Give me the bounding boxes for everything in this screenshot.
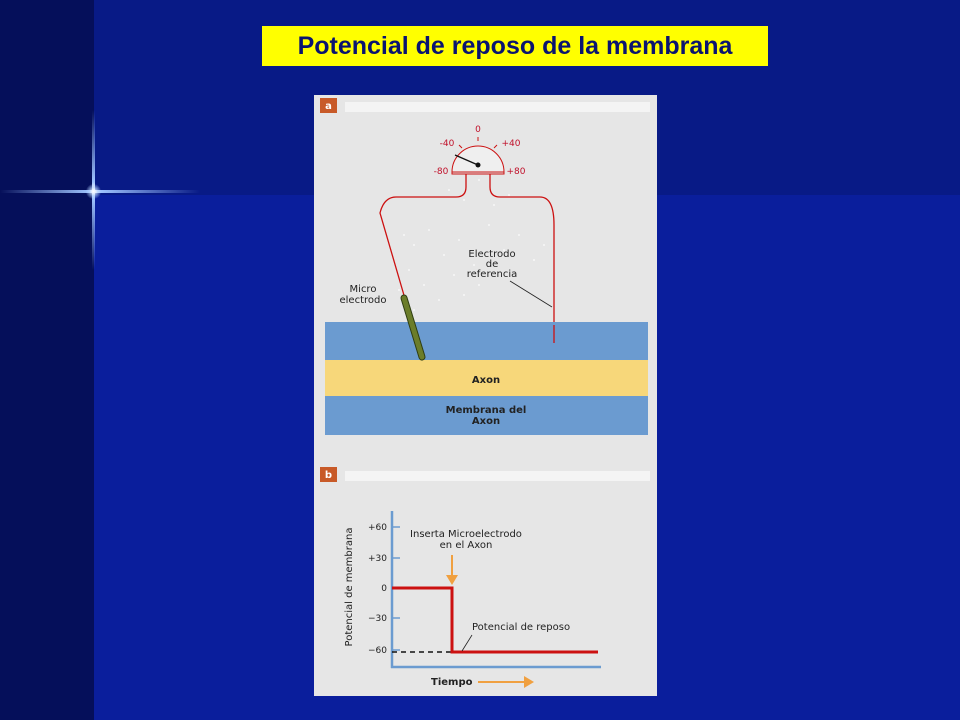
- micro-electrode-wire: [380, 174, 466, 309]
- panel-a-badge: a: [325, 101, 332, 112]
- axon-label: Axon: [471, 375, 501, 386]
- reference-label-line3: referencia: [466, 269, 518, 280]
- membrane-potential-trace: [392, 588, 598, 652]
- y-tick-plus60: +60: [368, 523, 387, 533]
- extracellular-fluid: [325, 322, 648, 360]
- x-axis-label: Tiempo: [431, 677, 473, 688]
- reference-label-line2: de: [485, 259, 499, 270]
- background-left-band: [0, 0, 94, 720]
- rest-annotation: Potencial de reposo: [472, 622, 571, 633]
- insert-annotation-line2: en el Axon: [439, 540, 493, 551]
- voltmeter-pivot: [476, 163, 481, 168]
- y-tick-plus30: +30: [368, 554, 387, 564]
- membrane-label-line2: Axon: [471, 416, 501, 427]
- y-tick-minus30: −30: [368, 614, 387, 624]
- time-arrow-head: [524, 676, 534, 688]
- dial-label-minus80: -80: [433, 167, 449, 177]
- insert-arrow-head: [446, 575, 458, 585]
- y-tick-minus60: −60: [368, 646, 387, 656]
- speckle-texture: [398, 179, 545, 311]
- membrane-label-line1: Membrana del: [445, 405, 527, 416]
- micro-label-line2: electrodo: [339, 295, 387, 306]
- panel-b: [320, 467, 650, 688]
- figure-svg: [314, 95, 657, 696]
- voltmeter: [434, 125, 526, 177]
- insert-annotation-line1: Inserta Microelectrodo: [410, 529, 522, 540]
- panel-a-header-bar: [345, 102, 650, 112]
- y-tick-zero: 0: [381, 584, 387, 594]
- dial-label-plus80: +80: [506, 167, 526, 177]
- figure-panel: [314, 95, 657, 696]
- dial-label-minus40: -40: [439, 139, 455, 149]
- light-flare-center: [86, 184, 101, 199]
- voltmeter-face: [452, 146, 504, 172]
- reference-label-leader: [510, 281, 552, 307]
- panel-b-badge: b: [324, 470, 333, 481]
- slide-title: Potencial de reposo de la membrana: [262, 26, 768, 66]
- dial-label-zero: 0: [475, 125, 481, 135]
- panel-b-header-bar: [345, 471, 650, 481]
- micro-label-line1: Micro: [349, 284, 377, 295]
- panel-a: [320, 98, 650, 435]
- y-axis-label: Potencial de membrana: [344, 527, 355, 647]
- rest-annotation-leader: [462, 635, 472, 651]
- dial-label-plus40: +40: [501, 139, 521, 149]
- reference-label-line1: Electrodo: [468, 249, 516, 260]
